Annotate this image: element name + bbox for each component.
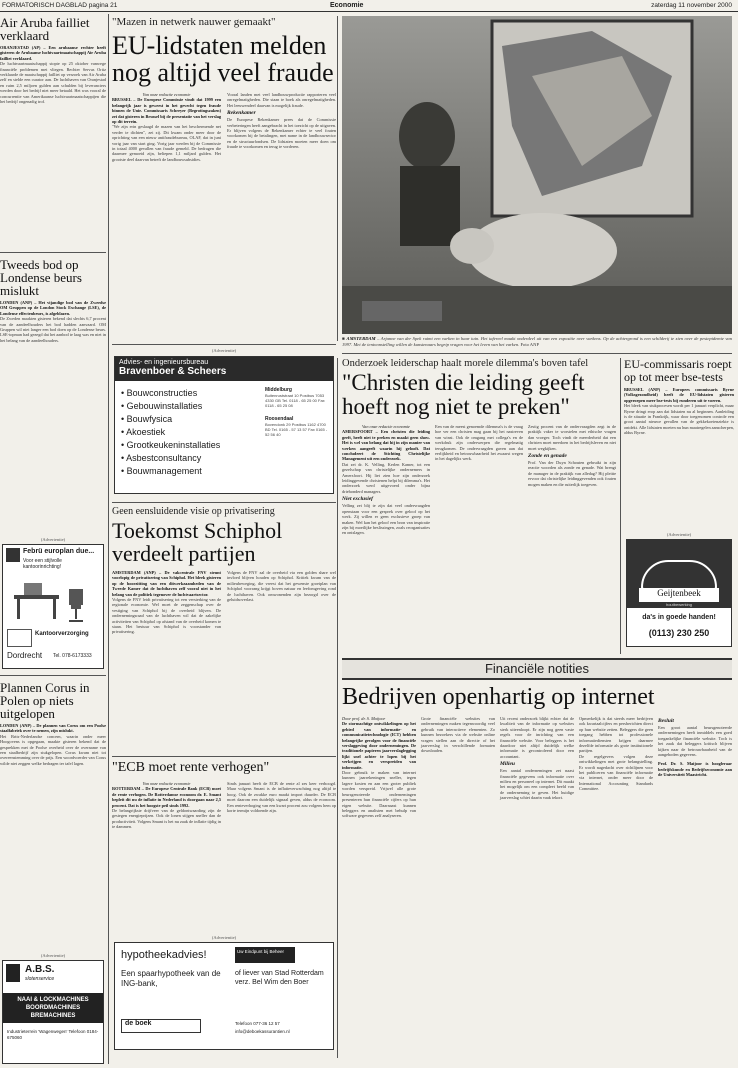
body: De regelgevers volgen deze ontwikkelingen met grote belangstelling. Er wordt nagedacht over richtlijnen voor het publiceren van financiële informatie via internet, onder meer door de International Accounting Standards Committee. xyxy=(579,753,653,792)
kicker: Onderzoek leiderschap haalt morele dilemma's boven tafel xyxy=(342,358,589,369)
author-note: Prof. Dr. S. Maijoor is hoogleraar bedrijfskunde en Bedrijfseconomie aan de Universiteit Maastricht. xyxy=(658,761,732,778)
ad-hypotheekadvies[interactable] xyxy=(114,942,334,1050)
news-photo xyxy=(342,16,732,334)
caption-place: AMSTERDAM xyxy=(346,336,376,341)
ad-service-item xyxy=(121,387,261,400)
ad-geijtenbeek[interactable] xyxy=(626,539,732,647)
ad-bravenboer[interactable] xyxy=(114,356,334,494)
body: De luchtvaartmaatschappij stopte op 25 oktober vanwege financiële problemen met vliegen. Rechter Servus Ortiz verklaarde de maatschappij failliet op verzoek van Air Aruba zelf en stelde een curator aan. De luchthaven van Oranjestad en ruim 2,5 miljoen gulden aan schulden bij leveranciers werden door het bedrijf niet meer betaald. Het was vooral de concurrentie van Amerikaanse luchtvaartmaatschappijen die het bedrijf ongenadig trof. xyxy=(0,61,106,105)
ad-town: Dordrecht xyxy=(7,651,43,660)
ad-subtitle: Voor een stijlvolle kantoorinrichting! xyxy=(23,558,62,570)
ad-tagline: Advies- en ingenieursbureau xyxy=(119,359,209,366)
body: Het bleek van stukprocesen wordt per 1 januari verplicht, maar Byrne dringt erop aan dat lidstaten nu al beginnen. Aanleiding is de situatie in Frankrijk, waar door toegenomen controle een groot aantal nieuwe gevallen van de gekkekoeienziekte is ontdekt. Alle lidstaten moeten nu hun maatregelen aanscherpen, aldus Byrne. xyxy=(624,403,734,436)
ad-service-item xyxy=(121,452,261,465)
ad-service-item xyxy=(121,413,261,426)
kicker: "Mazen in netwerk nauwer gemaakt" xyxy=(112,16,276,28)
body: Het Brits-Nederlandse concern, waarin onder meer Hoogovens is opgegaan, maakte gisteren bekend dat de gesprekken met de Poolse overheid over de overname van een staalbedrijf zijn stukgelopen. Corus kwam niet tot overeenstemming over de prijs. Een woordvoerder van Corus wilde niet zeggen welke bedragen ter tafel lagen. xyxy=(0,733,106,766)
ad-service-label: Bouwfysica xyxy=(126,414,173,424)
office-name: Roosendaal xyxy=(265,416,294,422)
bullet-icon: • xyxy=(121,414,127,424)
ad-service-label: Akoestiek xyxy=(126,427,166,437)
ad-phone: Telefoon 077-36 12 57 xyxy=(235,1021,280,1026)
body: Door gebruik te maken van internet kunnen jaarrekeningen sneller, tegen lagere kosten en aan een groter publiek worden verspreid. Vrijwel alle grote beursgenoteerde ondernemingen presenteren hun financiële cijfers op hun eigen website. Daarnaast kunnen beleggers en analisten met behulp van software gegevens zelf analyseren. xyxy=(342,770,416,819)
office-lines: Bovendonk 29 Postbus 1162 4700 BD Tel. 0165 - 57 13 57 Fax 0165 - 52 56 40 xyxy=(265,422,328,437)
ad-title: Febrü europlan due... xyxy=(23,548,95,555)
photo-caption: ■ AMSTERDAM – Arjanne van der Spek ruimt een varken in haar tuin. Het tafereel maakt onderdeel uit van een expositie over varkens. Op de achtergrond is een schilderij te zien over de pestepidemie van 1997. Met de tentoonstelling willen de kunstenaars begrip vragen voor het leven van het varken. Foto ANP xyxy=(342,336,732,347)
financiele-banner xyxy=(342,658,732,680)
banner-title: Financiële notities xyxy=(484,661,590,676)
byline: Van onze redactie economie xyxy=(142,781,191,786)
ad-partner: Uw Eindpunt bij Beheer xyxy=(235,947,295,963)
body: De Zweden maakten gisteren bekend dat slechts 6,7 procent van de aandeelhouders het bod hadden aanvaard. OM Gruppen wil niet langer een bod doen op de Londense beurs. LSE-topman had gezegd dat het aanbod te laag was en niet in het belang van de aandeelhouders. xyxy=(0,316,106,343)
article-eu-commissaris xyxy=(624,358,734,528)
ad-label: (Advertentie) xyxy=(40,537,66,542)
office-name: Middelburg xyxy=(265,387,292,393)
caption-place-icon: ■ xyxy=(342,336,347,341)
article-ecb xyxy=(112,760,336,932)
body: Grote financiële websites van ondernemingen maken tegenwoordig veel gebruik van interactieve elementen. Zo kunnen bezoekers via de website online vragen stellen aan de directie of het jaarverslag in verschillende formaten downloaden. xyxy=(421,716,495,754)
ad-febru[interactable] xyxy=(2,544,104,669)
subhead: Milieu xyxy=(500,761,515,768)
ad-service-label: Asbestconsultancy xyxy=(126,453,202,463)
body: Een aantal ondernemingen zet naast financiële gegevens ook informatie over milieu en personeel op internet. Dit maakt het mogelijk om een compleet beeld van de onderneming te geven. Het huidige jaarverslag schiet daarin vaak tekort. xyxy=(500,768,574,801)
ad-text2: of liever van Stad Rotterdam verz. Bel Wim den Boer xyxy=(235,970,324,986)
page-header xyxy=(0,0,738,12)
ad-name: Geijtenbeek xyxy=(639,588,719,602)
office-furniture-icon xyxy=(9,575,99,625)
article-corus xyxy=(0,681,106,864)
paper-name: FORMATORISCH DAGBLAD pagina 21 xyxy=(2,2,118,9)
ad-service-label: Grootkeukeninstallaties xyxy=(126,440,221,450)
byline: Van onze redactie economie xyxy=(362,424,410,429)
ad-logo-text: Kantoorverzorging xyxy=(35,631,89,637)
lead: AMSTERDAM (ANP) – De vakcentrale FNV steunt voorlopig de privatisering van Schiphol. Het bleek gisteren op de hoorzitting van een ditwerkzaamheden van de Tweede Kamer dat de luchthaven zelf vooral niet in het belang van de politiek tegenover de luchtvaartsector. xyxy=(112,570,221,597)
subhead: Zonde en genade xyxy=(528,453,567,460)
body: De Europese Rekenkamer prees dat de Commissie verbeteringen heeft aangebracht in het toezicht op de uitgaven. Er blijven volgens de Rekenkamer echter te veel fouten voorkomen bij de betalingen, met name in de landbouwsector en de structuurfondsen. De lidstaten moeten meer doen om fraude te voorkomen en terug te vorderen. xyxy=(227,117,336,150)
ad-service-item xyxy=(121,465,261,478)
lead: BRUSSEL (ANP) – Europees commissaris Byrne (Volksgezondheid) heeft de EU-lidstaten gisteren opgeroepen meer bse-tests bij runderen uit te voeren. xyxy=(624,387,734,403)
body: Sinds januari heeft de ECB de rente al zes keer verhoogd. Maar volgens Smant is de inflatieverwachting nog altijd te hoog. Ook de zwakke euro maakt import duurder. De ECB moet daarom een duidelijk signaal geven, aldus de econoom. Een renteverhoging van een kwart procent zou volgens hem op korte termijn voldoende zijn. xyxy=(227,781,336,814)
bullet-icon: • xyxy=(121,427,127,437)
lead: LONDEN (ANP) – Het vijandige bod van de Zweedse OM Gruppen op de London Stock Exchange (LSE), de Londense effectenbeurs, is afgeblazen. xyxy=(0,300,106,316)
ad-contact: Industrieterrein 'Wagenwegen' Telefoon 0184-675060 xyxy=(7,1029,99,1040)
headline: Toekomst Schiphol verdeelt partijen xyxy=(112,518,283,566)
lead: De stormachtige ontwikkelingen op het gebied van informatie- en communicatietechnologie (ICT) hebben belangrijke gevolgen voor de financiële verslaggeving door ondernemingen. De traditionele papieren jaarverslaglegging lijkt snel achter te lopen bij het verkrijgen en verspreiden van informatie. xyxy=(342,721,416,770)
ad-label: (Advertentie) xyxy=(211,935,237,940)
ad-abs[interactable] xyxy=(2,960,104,1064)
body: Dat zei dr. K. Velling, Kerlen Kamer, tot een gezelschap van christelijke ondernemers in Amersfoort. Hij liet zien hoe zijn onderzoek leidinggevende christenen helpt bij dilemma's. Het onderzoek werd uitgevoerd onder bijna driehonderd managers. xyxy=(342,461,430,494)
lead: ORANJESTAD (AP) – Een arubaanse rechter heeft gisteren de Arubaanse luchtvaartmaatschappij Air Aruba failliet verklaard. xyxy=(0,45,106,61)
article-tweeds-bod xyxy=(0,258,106,451)
lead: BRUSSEL – De Europese Commissie vindt dat 1999 een belangrijk jaar is geweest in het gevecht tegen fraude binnen de Unie. Commissaris Schreyer (Begrotingszaken) zei dat gisteren in Brussel bij de presentatie van het verslag op dit terrein. xyxy=(112,97,221,125)
kicker: Geen eensluidende visie op privatisering xyxy=(112,506,275,517)
article-air-aruba xyxy=(0,16,106,211)
subhead: Niet exclusief xyxy=(342,496,374,503)
ad-label: (Advertentie) xyxy=(40,953,66,958)
article-schiphol xyxy=(112,506,336,754)
bullet-icon: • xyxy=(121,388,127,398)
kicker: "ECB moet rente verhogen" xyxy=(112,760,270,775)
ad-logo: de boek xyxy=(121,1019,201,1033)
ad-service-item xyxy=(121,426,261,439)
headline: Plannen Corus in Polen op niets uitgelopen xyxy=(0,681,90,721)
body: Velling zei blij te zijn dat veel ondervraagden openstaan voor een gesprek over geloof op het werk. Zij willen er geen exclusieve groep van maken. Wel kan het geloof een bron van inspiratie zijn bij moeilijke beslissingen, zoals reorganisaties en ontslagen. xyxy=(342,503,430,536)
left-column xyxy=(0,14,106,1064)
ad-tagline: slotenservice xyxy=(25,976,55,982)
body: Opmerkelijk is dat steeds meer bedrijven ook kwartaalcijfers en persberichten direct op hun website zetten. Beleggers die geen toegang hebben tot professionele informatiediensten krijgen daarmee dezelfde informatie als grote institutionele partijen. xyxy=(579,716,653,754)
ad-label: (Advertentie) xyxy=(211,348,237,353)
lead: ROTTERDAM – De Europese Centrale Bank (ECB) moet de rente verhogen. De Rotterdamse econoom dr. E. Smant bepleit dit nu de inflatie in Nederland is doorgaan naar 2,5 procent. Dat is het hoogste peil sinds 1992. xyxy=(112,786,221,808)
headline: EU-lidstaten melden nog altijd veel fraude xyxy=(112,31,334,87)
headline: "Christen die leiding geeft hoeft nog niet te preken" xyxy=(342,370,585,419)
page-date: zaterdag 11 november 2000 xyxy=(651,2,732,9)
ad-brand: hypotheekadvies! xyxy=(121,949,207,961)
ad-subtitle: houtbewerking xyxy=(665,602,693,607)
article-eu-fraude xyxy=(112,16,336,341)
body: Prof. Van der Duyn Schouten gebruikt in zijn reactie woorden als zonde en genade. Wat brengt de manager in de praktijk van alledag? Hij pleitte ervoor dat christelijke leidinggevenden ook fouten mogen maken en die ruiterlijk toegeven. xyxy=(528,460,616,487)
ad-phone: Tel. 078-6173333 xyxy=(53,653,92,659)
ad-services: NAAI & LOCKMACHINES BOORDMACHINES BREMACHINES xyxy=(3,993,103,1023)
body: Volgens de FNV zal de overheid via een golden share wel invloed blijven houden op Schiphol. Kritiek kwam van de milieubeweging, die vreest dat het gewenste groeiplan van Schiphol voorrang krijgt boven natuur en leefomgeving rond de luchthaven. Ook omwonenden zijn bezorgd over de geluidsoverlast. xyxy=(227,570,336,603)
subhead: Rekenkamer xyxy=(227,110,256,117)
bullet-icon: • xyxy=(121,466,127,476)
section-name: Economie xyxy=(330,2,364,9)
ad-service-item xyxy=(121,400,261,413)
ad-services-list xyxy=(121,387,261,478)
caption-text: Arjanne van der Spek ruimt een varken in haar tuin. Het tafereel maakt onderdeel uit van een expositie over varkens. Op de achtergrond is een schilderij te zien over de pestepidemie van 1997. Met de tentoonstelling willen de kunstenaars begrip vragen voor het leven van het varken. xyxy=(342,336,732,347)
ad-company: A.B.S. xyxy=(25,964,55,975)
body: Zestig procent van de ondervraagden zegt in de praktijk vaker te worstelen met ethische vragen dan vroeger. Toch vindt de meerderheid dat een christen moet meedoen in het bedrijfsleven en niet moet wegkijken. xyxy=(528,424,616,451)
ad-service-label: Gebouwinstallaties xyxy=(126,401,203,411)
body: Een groot aantal beursgenoteerde ondernemingen heeft inmiddels een goed toegankelijke financiële website. Toch is het zaak dat beleggers kritisch blijven kijken naar de betrouwbaarheid van de aangeboden gegevens. xyxy=(658,725,732,758)
ad-service-label: Bouwconstructies xyxy=(126,388,198,398)
photo-pig-painting xyxy=(342,16,732,334)
body: Volgens de FNV leidt privatisering tot een versterking van de regionale economie. Wel moet de zeggenschap over de vestiging van Schiphol bij de overheid blijven. De ondernemingsraad van de luchthaven wil dat de zakelijke activiteiten van Schiphol op afstand van de overheid komen te staan. Het bestuur van Schiphol is voorstander van privatisering. xyxy=(112,597,221,635)
body: Uit recent onderzoek blijkt echter dat de kwaliteit van de informatie op websites sterk uiteenloopt. Er zijn nog geen vaste regels voor de inrichting van een financiële website. Voor beleggers is het daardoor niet altijd duidelijk welke informatie is gecontroleerd door een accountant. xyxy=(500,716,574,759)
ad-tagline: da's in goede handen! xyxy=(642,614,716,621)
bullet-icon: • xyxy=(121,440,127,450)
lead: LONDEN (ANP) – De plannen van Corus om een Poolse staalfabriek over te nemen, zijn mislukt. xyxy=(0,723,106,734)
headline: Tweeds bod op Londense beurs mislukt xyxy=(0,258,82,298)
byline: Door prof. dr. S. Maijoor xyxy=(342,716,386,721)
ad-text: Een spaarhypotheek van de ING-bank, xyxy=(121,969,221,988)
article-christen xyxy=(342,358,618,654)
ad-service-label: Bouwmanagement xyxy=(126,466,202,476)
headline: Air Aruba failliet verklaard xyxy=(0,15,90,43)
photo-credit: Foto ANP xyxy=(520,341,539,347)
bullet-icon: • xyxy=(121,401,127,411)
ad-service-item xyxy=(121,439,261,452)
ad-company: Bravenboer & Scheers xyxy=(119,366,227,377)
article-bedrijven-internet xyxy=(342,684,732,1058)
headline: Bedrijven openhartig op internet xyxy=(342,684,655,710)
body: Een van de meest genoemde dilemma's is de vraag hoe ver een christen mag gaan bij het nastreven van winst. Ook de omgang met collega's en de werkdruk zijn onderwerpen die regelmatig terugkomen. De ondervraagden gaven aan dat eerlijkheid en betrouwbaarheid het zwaarst wegen in het dagelijks werk. xyxy=(435,424,523,462)
bullet-icon: • xyxy=(121,453,127,463)
lead: AMERSFOORT – Een christen die leiding geeft, heeft niet te preken en maakt geen show. Het is wel van belang dat hij in zijn manier van werken aangeeft waarin hij gelooft. Dat concludeert de Stichting Christelijke Management uit een onderzoek. xyxy=(342,429,430,462)
body: "We zijn erin geslaagd de mazen van het beschermende net verder te dichten", zei zij. Dit kwam onder meer door de oprichting van een nieuw antifraudebureau, OLAF, dat in juni vorig jaar van start ging. Vorig jaar werden bij de Commissie in totaal 4000 gevallen van fraude gemeld. De bedragen die daarmee gemoeid zijn, beliepen 1,1 miljard gulden. Het grootste deel daarvan betreft de landbouwsubsidies. xyxy=(112,124,221,162)
subhead: Besluit xyxy=(658,718,674,724)
office-lines: Buitenruststraat 10 Postbus 7053 4330 GB Tel. 0118 - 65 25 00 Fax 0118 - 65 25 08 xyxy=(265,393,325,408)
ad-label: (Advertentie) xyxy=(666,532,692,537)
ad-email: info@deboekassurantien.nl xyxy=(235,1029,290,1034)
body: Vooral landen met veel landbouwproductie rapporteren veel onregelmatigheden. Die staan te boek als onregelmatigheden. Het leeuwendeel daarvan is mogelijk fraude. xyxy=(227,92,336,108)
byline: Van onze redactie economie xyxy=(142,92,191,97)
body: De belangrijkste drijfveer van de geldontwaarding zijn de gestegen energieprijzen. Ook de lonen stijgen sneller dan de productiviteit. Volgens Smant is het nu zaak de inflatie tijdig in te dammen. xyxy=(112,808,221,830)
ad-phone: (0113) 230 250 xyxy=(648,628,710,638)
headline: EU-commissaris roept op tot meer bse-tests xyxy=(624,358,732,384)
